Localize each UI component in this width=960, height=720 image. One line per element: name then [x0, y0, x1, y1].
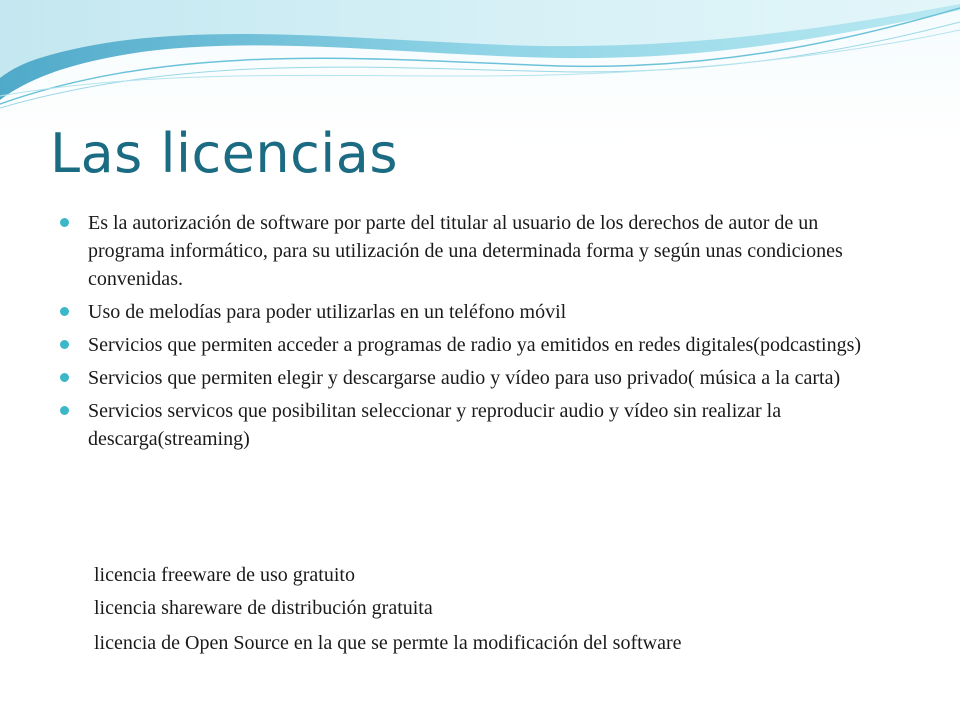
bullet-text: Servicios que permiten acceder a programas de radio ya emitidos en redes digitales(podcastings)	[88, 334, 862, 356]
bullet-text: Es la autorización de software por parte del titular al usuario de los derechos de autor de un programa informático, para su utilización de una determinada forma y según unas condiciones convenidas.	[88, 212, 843, 290]
bullet-item	[60, 397, 890, 453]
bullet-text: Servicios que permiten elegir y descargarse audio y vídeo para uso privado( música a la carta)	[88, 367, 841, 389]
license-line-freeware: licencia freeware de uso gratuito	[94, 564, 355, 586]
bullet-text: Uso de melodías para poder utilizarlas en un teléfono móvil	[88, 301, 567, 323]
license-line-open-source: licencia de Open Source en la que se permte la modificación del software	[94, 632, 682, 654]
bullet-item	[60, 364, 890, 392]
header-wave-decoration	[0, 0, 960, 120]
bullet-dot-icon	[60, 307, 69, 316]
bullet-item	[60, 331, 890, 359]
bullet-text: Servicios servicos que posibilitan seleccionar y reproducir audio y vídeo sin realizar la descarga(streaming)	[88, 400, 782, 450]
bullet-dot-icon	[60, 373, 69, 382]
slide-title: Las licencias	[50, 122, 399, 185]
bullet-item	[60, 209, 890, 293]
bullet-item	[60, 298, 890, 326]
bullet-list	[60, 209, 890, 458]
license-line-shareware: licencia shareware de distribución gratuita	[94, 597, 433, 619]
bullet-dot-icon	[60, 340, 69, 349]
bullet-dot-icon	[60, 218, 69, 227]
bullet-dot-icon	[60, 406, 69, 415]
